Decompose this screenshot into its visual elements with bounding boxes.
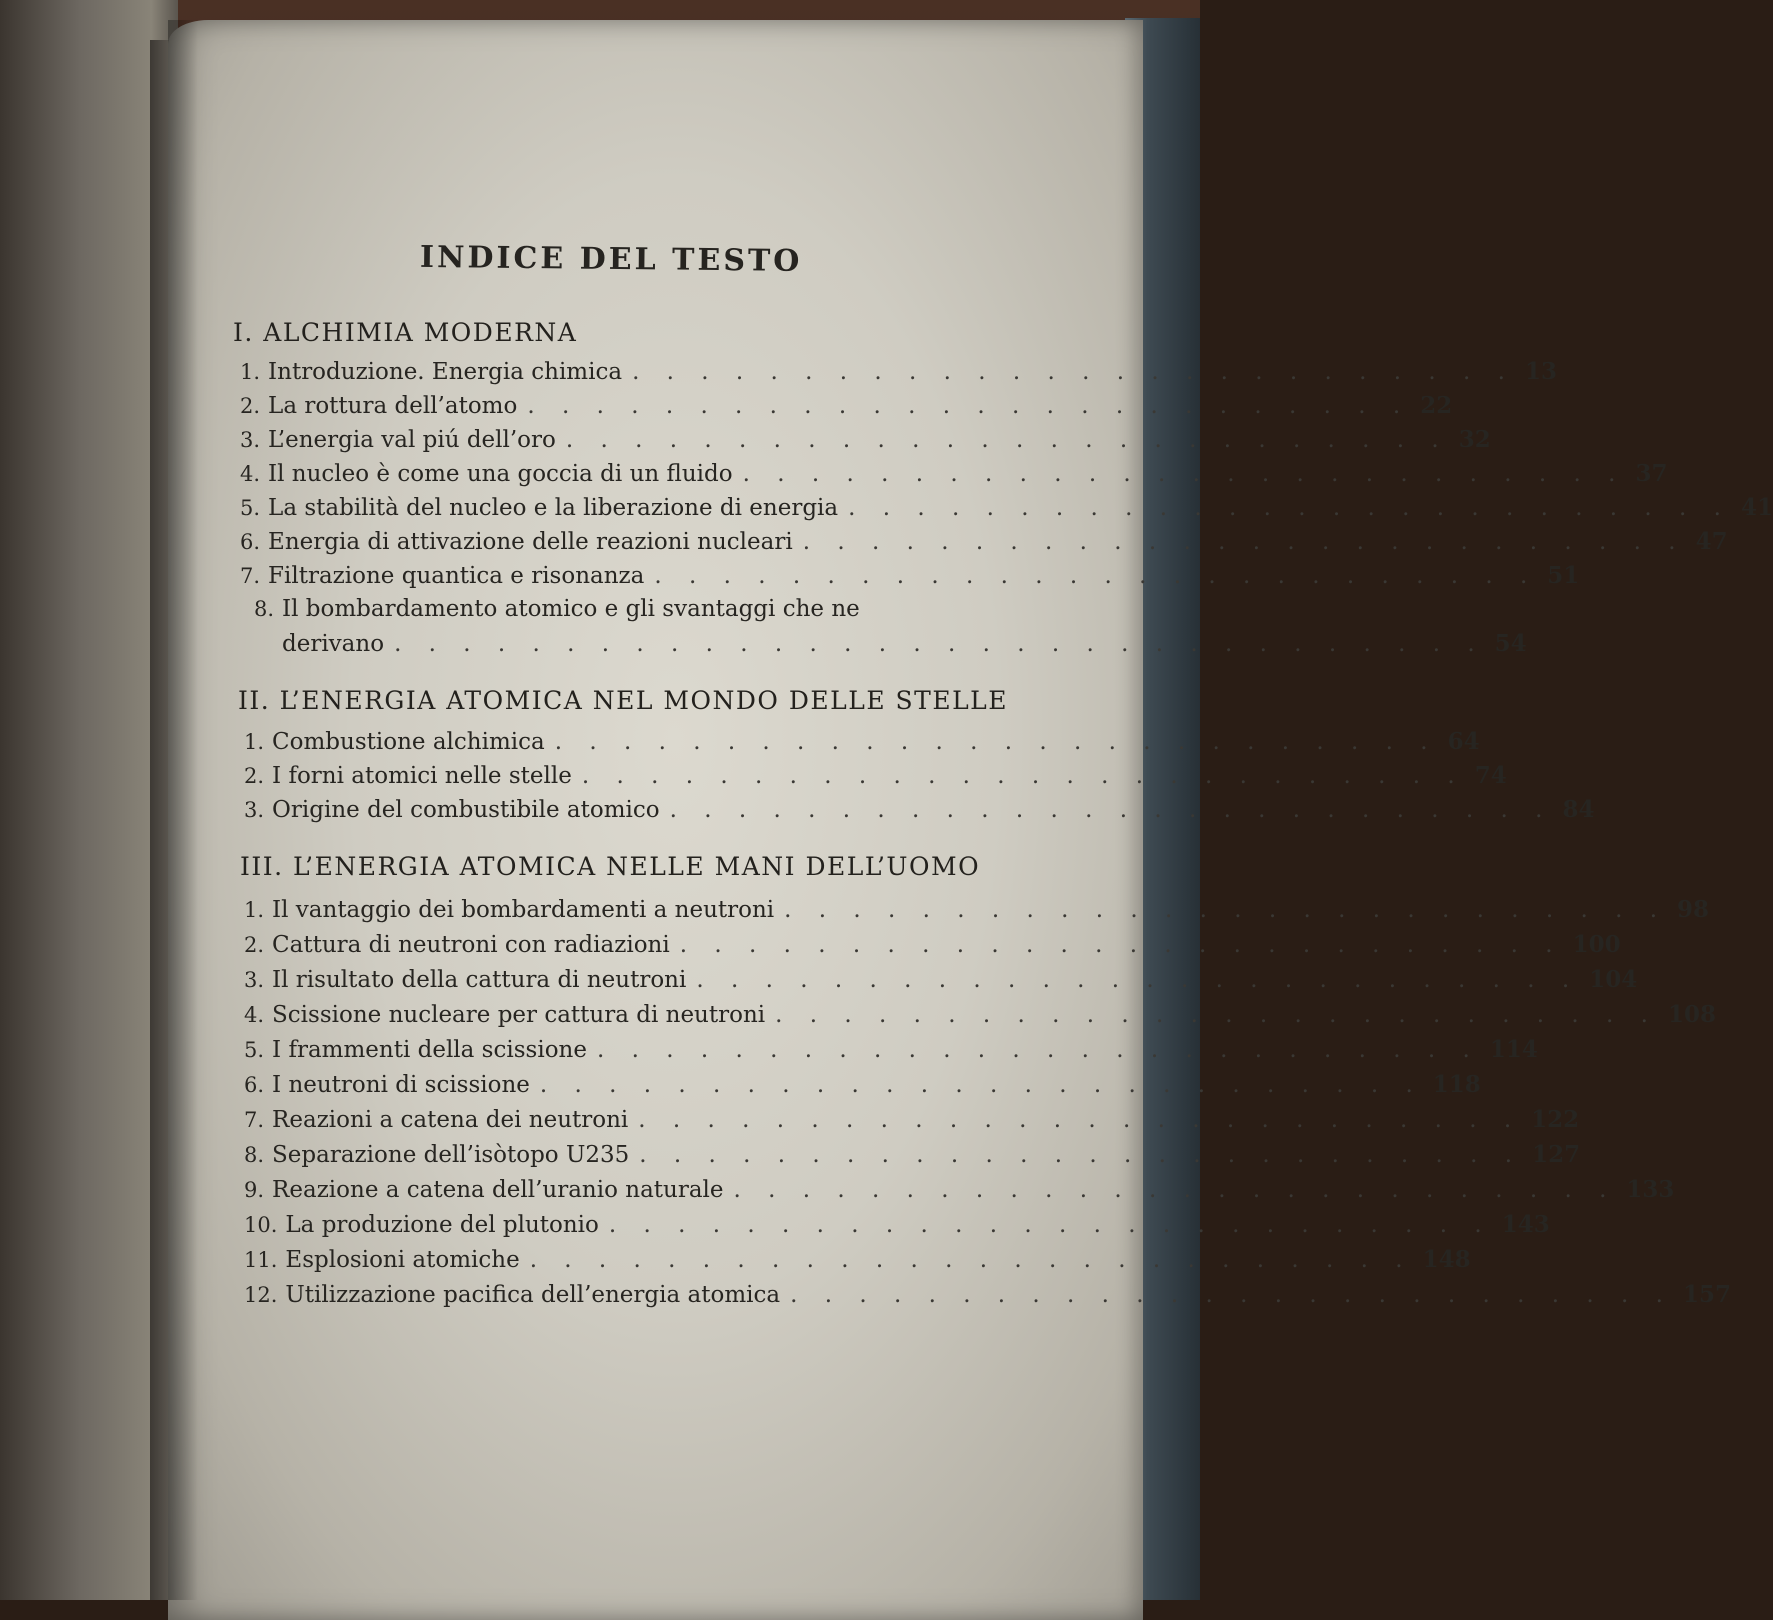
entry-title-continuation: derivano xyxy=(282,631,385,657)
entry-number: 3. xyxy=(244,798,265,822)
entry-page: 98 xyxy=(1677,896,1710,923)
entry-page: 157 xyxy=(1682,1281,1731,1308)
dot-leader: . . . . . . . . . . . . . . . . . . . . . . . . . . xyxy=(639,1142,1523,1168)
entry-title: Il vantaggio dei bombardamenti a neutroni xyxy=(272,897,775,923)
dot-leader: . . . . . . . . . . . . . . . . . . . . . . . . . . xyxy=(638,1107,1522,1133)
entry-title: Utilizzazione pacifica dell’energia atomica xyxy=(285,1282,781,1308)
dot-leader: . . . . . . . . . . . . . . . . . . . . . . . . . . xyxy=(581,763,1465,789)
entry-number: 10. xyxy=(244,1213,278,1237)
page-title: INDICE DEL TESTO xyxy=(419,239,803,279)
toc-entry xyxy=(244,1176,1675,1206)
dot-leader: . . . . . . . . . . . . . . . . . . . . . . . . . . xyxy=(669,797,1553,823)
entry-number: 7. xyxy=(244,1108,265,1132)
entry-title: L’energia val piú dell’oro xyxy=(268,427,556,453)
entry-title: I neutroni di scissione xyxy=(272,1072,530,1098)
entry-number: 2. xyxy=(240,394,261,418)
toc-entry xyxy=(244,1141,1581,1171)
entry-page: 13 xyxy=(1524,358,1557,385)
dot-leader: . . . . . . . . . . . . . . . . . . . . . . . . . . . . . . . . xyxy=(394,631,1485,657)
toc-entry xyxy=(244,1001,1717,1031)
entry-number: 4. xyxy=(244,1003,265,1027)
toc-entry xyxy=(244,1106,1580,1136)
toc-entry xyxy=(240,596,995,626)
toc-entry xyxy=(244,896,1710,926)
dot-leader: . . . . . . . . . . . . . . . . . . . . . . . . . . xyxy=(632,359,1515,385)
toc-entry xyxy=(244,762,1507,792)
dot-leader: . . . . . . . . . . . . . . . . . . . . . . . . . . xyxy=(529,1247,1413,1273)
entry-title: Combustione alchimica xyxy=(272,729,545,755)
entry-number: 4. xyxy=(240,462,261,486)
entry-title: Il risultato della cattura di neutroni xyxy=(272,967,687,993)
entry-number: 3. xyxy=(244,968,265,992)
dot-leader: . . . . . . . . . . . . . . . . . . . . . . . . . . xyxy=(608,1212,1492,1238)
entry-number: 6. xyxy=(244,1073,265,1097)
toc-entry xyxy=(244,1071,1481,1101)
entry-title: La produzione del plutonio xyxy=(285,1212,599,1238)
dot-leader: . . . . . . . . . . . . . . . . . . . . . . . . . . xyxy=(539,1072,1423,1098)
entry-number: 1. xyxy=(244,730,265,754)
dot-leader: . . . . . . . . . . . . . . . . . . . . . . . . . . xyxy=(696,967,1580,993)
toc-entry xyxy=(240,460,1668,490)
entry-page: 51 xyxy=(1547,562,1580,589)
entry-page: 127 xyxy=(1532,1141,1581,1168)
dot-leader: . . . . . . . . . . . . . . . . . . . . . . . . . . xyxy=(742,461,1626,487)
entry-page: 74 xyxy=(1474,762,1507,789)
entry-number: 1. xyxy=(244,898,265,922)
entry-page: 47 xyxy=(1695,528,1728,555)
toc-entry-continuation xyxy=(282,630,1527,660)
toc-entry xyxy=(240,528,1728,558)
entry-number: 8. xyxy=(244,1143,265,1167)
entry-page: 143 xyxy=(1501,1211,1550,1238)
entry-page: 54 xyxy=(1494,630,1527,657)
entry-title: Introduzione. Energia chimica xyxy=(268,359,623,385)
dot-leader: . . . . . . . . . . . . . . . . . . . . . . . . . . xyxy=(784,897,1668,923)
toc-entry xyxy=(244,1211,1550,1241)
entry-page: 108 xyxy=(1668,1001,1717,1028)
dot-leader: . . . . . . . . . . . . . . . . . . . . . . . . . . xyxy=(775,1002,1658,1028)
entry-page: 32 xyxy=(1458,426,1491,453)
entry-page: 114 xyxy=(1489,1036,1538,1063)
dot-leader: . . . . . . . . . . . . . . . . . . . . . . . . . . xyxy=(733,1177,1617,1203)
entry-title: Origine del combustibile atomico xyxy=(272,797,660,823)
entry-title: I frammenti della scissione xyxy=(272,1037,587,1063)
entry-number: 6. xyxy=(240,530,261,554)
entry-title: La stabilità del nucleo e la liberazione di energia xyxy=(268,495,839,521)
entry-number: 2. xyxy=(244,933,265,957)
entry-title: Reazione a catena dell’uranio naturale xyxy=(272,1177,724,1203)
toc-entry xyxy=(240,494,1773,524)
entry-page: 104 xyxy=(1589,966,1638,993)
entry-number: 12. xyxy=(244,1283,278,1307)
toc-entry xyxy=(244,728,1480,758)
entry-number: 11. xyxy=(244,1248,278,1272)
dot-leader: . . . . . . . . . . . . . . . . . . . . . . . . . . xyxy=(679,932,1563,958)
entry-number: 8. xyxy=(253,597,274,621)
entry-title: Filtrazione quantica e risonanza xyxy=(268,563,645,589)
dot-leader: . . . . . . . . . . . . . . . . . . . . . . . . . . xyxy=(654,563,1538,589)
entry-number: 1. xyxy=(240,360,261,384)
toc-entry xyxy=(244,796,1595,826)
entry-page: 100 xyxy=(1572,931,1621,958)
dot-leader: . . . . . . . . . . . . . . . . . . . . . . . . . . xyxy=(790,1282,1673,1308)
section-heading: II. L’ENERGIA ATOMICA NEL MONDO DELLE STELLE xyxy=(238,686,1009,715)
toc-entry xyxy=(240,562,1580,592)
entry-title: La rottura dell’atomo xyxy=(268,393,518,419)
spine-shadow xyxy=(168,20,198,1600)
entry-title: Energia di attivazione delle reazioni nucleari xyxy=(268,529,793,555)
section-heading: I. ALCHIMIA MODERNA xyxy=(233,318,578,347)
toc-entry xyxy=(244,931,1621,961)
entry-title: Il bombardamento atomico e gli svantaggi che ne xyxy=(282,596,860,622)
entry-page: 118 xyxy=(1432,1071,1481,1098)
toc-entry xyxy=(244,966,1638,996)
entry-number: 2. xyxy=(244,764,265,788)
entry-number: 7. xyxy=(240,564,261,588)
entry-page: 122 xyxy=(1531,1106,1580,1133)
entry-number: 5. xyxy=(240,496,261,520)
toc-entry xyxy=(244,1281,1731,1311)
entry-page: 64 xyxy=(1447,728,1480,755)
section-heading: III. L’ENERGIA ATOMICA NELLE MANI DELL’UOMO xyxy=(240,852,981,881)
entry-title: Esplosioni atomiche xyxy=(285,1247,520,1273)
toc-entry xyxy=(244,1246,1471,1276)
entry-title: I forni atomici nelle stelle xyxy=(272,763,572,789)
entry-page: 84 xyxy=(1562,796,1595,823)
entry-page: 37 xyxy=(1635,460,1668,487)
toc-entry xyxy=(240,392,1453,422)
entry-page: 148 xyxy=(1422,1246,1471,1273)
dot-leader: . . . . . . . . . . . . . . . . . . . . . . . . . . xyxy=(554,729,1438,755)
dot-leader: . . . . . . . . . . . . . . . . . . . . . . . . . . xyxy=(565,427,1449,453)
entry-number: 3. xyxy=(240,428,261,452)
entry-number: 5. xyxy=(244,1038,265,1062)
dot-leader: . . . . . . . . . . . . . . . . . . . . . . . . . . xyxy=(596,1037,1480,1063)
entry-page: 133 xyxy=(1626,1176,1675,1203)
entry-page: 22 xyxy=(1420,392,1453,419)
toc-entry xyxy=(240,358,1557,388)
dot-leader: . . . . . . . . . . . . . . . . . . . . . . . . . . xyxy=(848,495,1731,521)
entry-title: Scissione nucleare per cattura di neutroni xyxy=(272,1002,766,1028)
dot-leader: . . . . . . . . . . . . . . . . . . . . . . . . . . xyxy=(802,529,1686,555)
entry-number: 9. xyxy=(244,1178,265,1202)
entry-title: Reazioni a catena dei neutroni xyxy=(272,1107,629,1133)
entry-page: 41 xyxy=(1741,494,1773,521)
dot-leader: . . . . . . . . . . . . . . . . . . . . . . . . . . xyxy=(527,393,1411,419)
entry-title: Cattura di neutroni con radiazioni xyxy=(272,932,670,958)
toc-entry xyxy=(244,1036,1538,1066)
toc-entry xyxy=(240,426,1491,456)
entry-title: Il nucleo è come una goccia di un fluido xyxy=(268,461,733,487)
entry-title: Separazione dell’isòtopo U235 xyxy=(272,1142,630,1168)
